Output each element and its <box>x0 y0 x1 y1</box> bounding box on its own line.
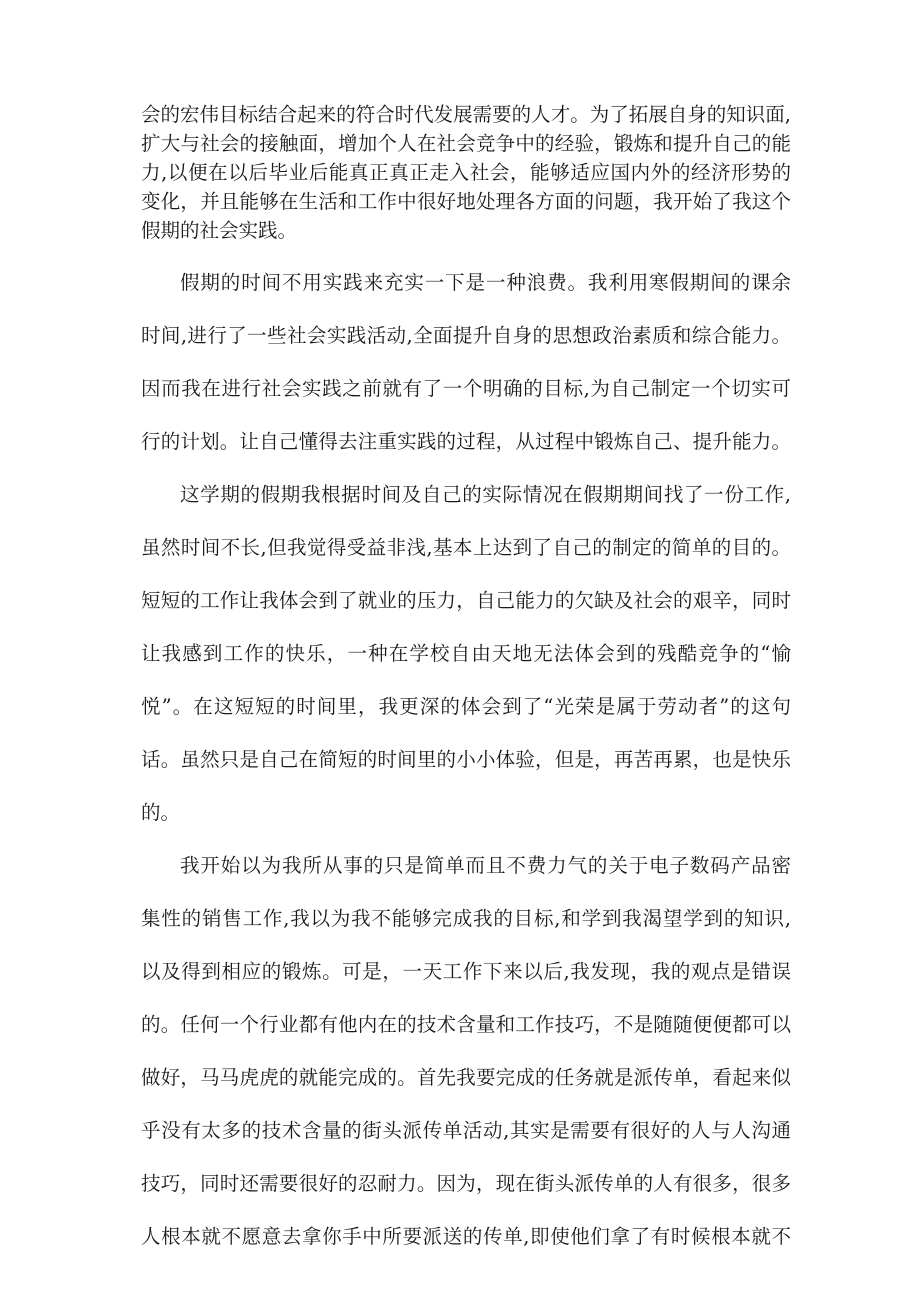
text-line: 行的计划。让自己懂得去注重实践的过程，从过程中锻炼自己、提升能力。 <box>141 430 791 453</box>
text-line: 扩大与社会的接触面，增加个人在社会竞争中的经验，锻炼和提升自己的能 <box>141 132 791 155</box>
text-line: 会的宏伟目标结合起来的符合时代发展需要的人才。为了拓展自身的知识面, <box>141 103 791 126</box>
text-line: 悦”。在这短短的时间里，我更深的体会到了“光荣是属于劳动者”的这句 <box>141 695 791 718</box>
paragraph-first-line: 我开始以为我所从事的只是简单而且不费力气的关于电子数码产品密 <box>180 854 791 877</box>
text-line: 人根本就不愿意去拿你手中所要派送的传单,即使他们拿了有时候根本就不 <box>141 1225 791 1248</box>
text-line: 的。 <box>141 801 181 824</box>
text-line: 时间,进行了一些社会实践活动,全面提升自身的思想政治素质和综合能力。 <box>141 324 791 347</box>
paragraph-first-line: 假期的时间不用实践来充实一下是一种浪费。我利用寒假期间的课余 <box>180 271 791 294</box>
text-line: 假期的社会实践。 <box>141 219 298 242</box>
text-line: 让我感到工作的快乐，一种在学校自由天地无法体会到的残酷竞争的“愉 <box>141 642 791 665</box>
text-line: 的。任何一个行业都有他内在的技术含量和工作技巧，不是随随便便都可以 <box>141 1013 791 1036</box>
text-line: 虽然时间不长,但我觉得受益非浅,基本上达到了自己的制定的简单的目的。 <box>141 536 791 559</box>
paragraph-first-line: 这学期的假期我根据时间及自己的实际情况在假期期间找了一份工作, <box>180 483 791 506</box>
text-line: 乎没有太多的技术含量的街头派传单活动,其实是需要有很好的人与人沟通 <box>141 1119 791 1142</box>
text-line: 做好，马马虎虎的就能完成的。首先我要完成的任务就是派传单，看起来似 <box>141 1066 791 1089</box>
text-line: 技巧，同时还需要很好的忍耐力。因为，现在街头派传单的人有很多，很多 <box>141 1172 791 1195</box>
text-line: 以及得到相应的锻炼。可是，一天工作下来以后,我发现，我的观点是错误 <box>141 960 791 983</box>
text-line: 短短的工作让我体会到了就业的压力，自己能力的欠缺及社会的艰辛，同时 <box>141 589 791 612</box>
text-line: 力,以便在以后毕业后能真正真正走入社会，能够适应国内外的经济形势的 <box>141 161 791 184</box>
text-line: 话。虽然只是自己在简短的时间里的小小体验，但是，再苦再累，也是快乐 <box>141 748 791 771</box>
text-line: 集性的销售工作,我以为我不能够完成我的目标,和学到我渴望学到的知识, <box>141 907 791 930</box>
text-line: 变化，并且能够在生活和工作中很好地处理各方面的问题，我开始了我这个 <box>141 190 791 213</box>
text-line: 因而我在进行社会实践之前就有了一个明确的目标,为自己制定一个切实可 <box>141 377 791 400</box>
